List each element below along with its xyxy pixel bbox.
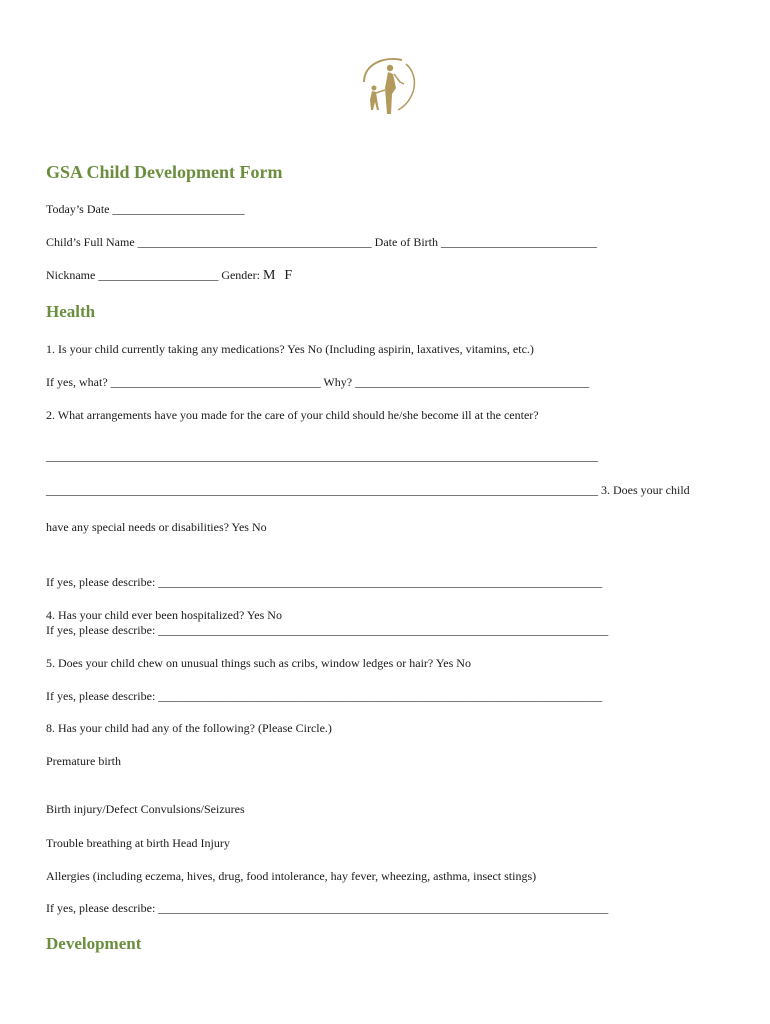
child-name-dob-row xyxy=(46,235,597,249)
option-birth-injury[interactable]: Birth injury/Defect Convulsions/Seizures xyxy=(46,802,245,816)
question-4-describe[interactable]: If yes, please describe: ___________________________________________________________________________ xyxy=(46,623,609,637)
gender-option-m[interactable]: M xyxy=(262,268,276,283)
question-3: have any special needs or disabilities? Yes No xyxy=(46,520,267,534)
question-1: 1. Is your child currently taking any medications? Yes No (Including aspirin, laxatives, vitamins, etc.) xyxy=(46,342,534,356)
question-1-followup[interactable]: If yes, what? ___________________________________ Why? _______________________________________ xyxy=(46,375,590,389)
section-heading-health: Health xyxy=(46,302,96,321)
option-premature-birth[interactable]: Premature birth xyxy=(46,754,121,768)
form-title: GSA Child Development Form xyxy=(46,162,283,182)
option-trouble-breathing[interactable]: Trouble breathing at birth Head Injury xyxy=(46,836,230,850)
child-name-field[interactable]: _______________________________________ xyxy=(137,235,372,249)
question-5: 5. Does your child chew on unusual things such as cribs, window ledges or hair? Yes No xyxy=(46,656,471,670)
child-name-label: Child’s Full Name xyxy=(46,235,138,249)
nickname-gender-row xyxy=(46,268,292,283)
option-allergies[interactable]: Allergies (including eczema, hives, drug, food intolerance, hay fever, wheezing, asthma, insect stings) xyxy=(46,869,537,883)
answer-blank-line[interactable]: ____________________________________________________________________________________________ xyxy=(46,449,598,463)
question-2: 2. What arrangements have you made for the care of your child should he/she become ill at the center? xyxy=(46,408,539,422)
answer-blank-line-q3[interactable]: ____________________________________________________________________________________________ 3. Does your child xyxy=(46,483,690,497)
allergies-describe[interactable]: If yes, please describe: ___________________________________________________________________________ xyxy=(46,901,609,915)
question-5-describe[interactable]: If yes, please describe: __________________________________________________________________________ xyxy=(46,689,603,703)
section-heading-development: Development xyxy=(46,934,142,953)
question-4: 4. Has your child ever been hospitalized? Yes No xyxy=(46,608,282,622)
question-3-describe[interactable]: If yes, please describe: __________________________________________________________________________ xyxy=(46,575,603,589)
nickname-field[interactable]: Nickname ____________________ Gender: xyxy=(46,268,263,282)
mother-child-logo xyxy=(354,54,420,118)
question-8: 8. Has your child had any of the following? (Please Circle.) xyxy=(46,721,332,735)
date-of-birth-field[interactable]: Date of Birth __________________________ xyxy=(371,235,597,249)
gender-option-f[interactable]: F xyxy=(284,268,293,283)
todays-date-field[interactable]: Today’s Date ______________________ xyxy=(46,202,245,216)
